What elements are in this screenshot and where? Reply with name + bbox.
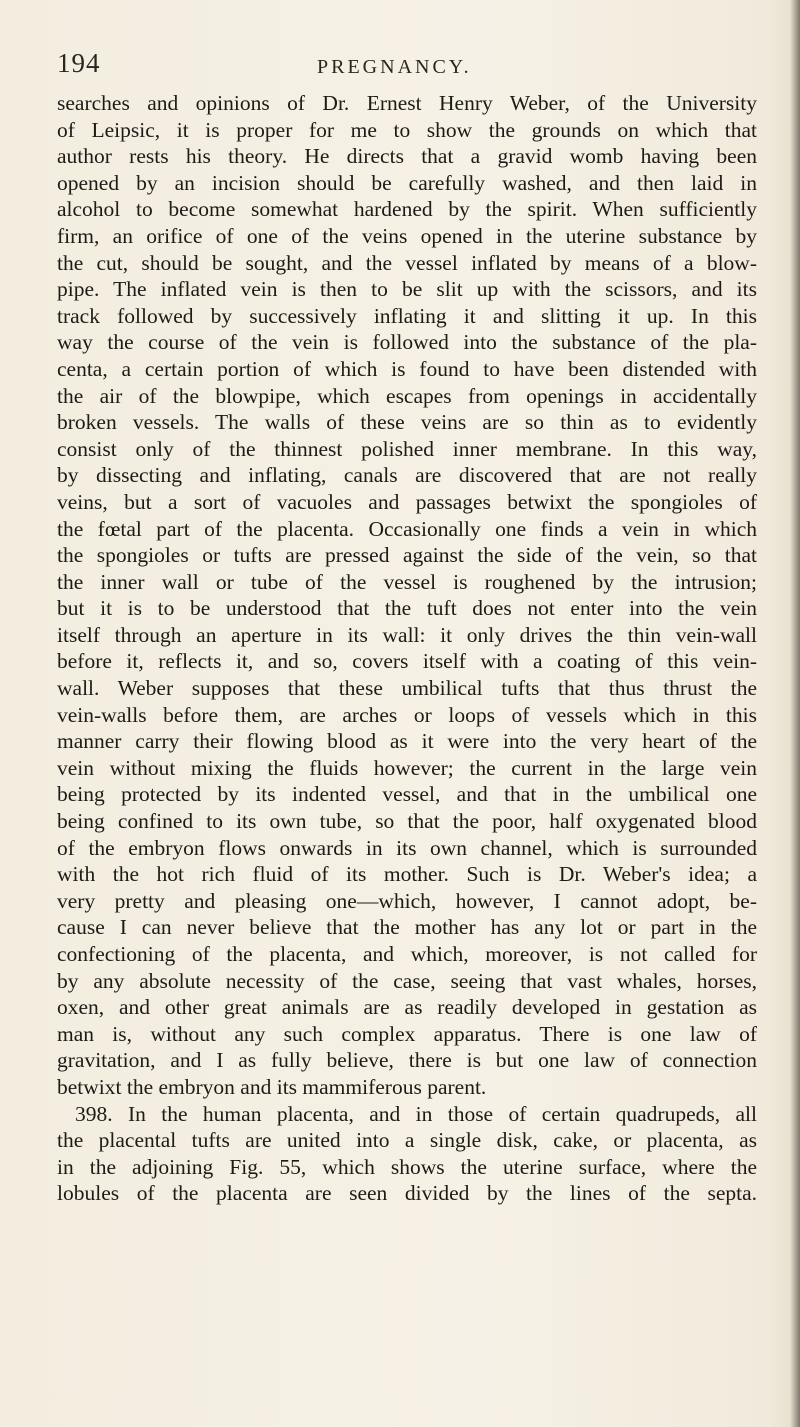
paragraph-end-line: betwixt the embryon and its mammiferous parent.: [57, 1074, 487, 1099]
text-line: the air of the blowpipe, which escapes from openings in accidentally: [57, 383, 757, 408]
text-line: opened by an incision should be carefully washed, and then laid in: [57, 170, 757, 195]
text-line: wall. Weber supposes that these umbilical tufts that thus thrust the: [57, 676, 757, 701]
body-text: [57, 90, 757, 1207]
text-line: broken vessels. The walls of these veins are so thin as to evidently: [57, 410, 757, 435]
text-line: alcohol to become somewhat hardened by the spirit. When sufficiently: [57, 197, 757, 222]
page-header: [57, 48, 757, 84]
text-line: confectioning of the placenta, and which, moreover, is not called for: [57, 942, 757, 966]
text-line: veins, but a sort of vacuoles and passages betwixt the spongioles of: [57, 489, 757, 514]
text-line: vein without mixing the fluids however; the current in the large vein: [57, 755, 757, 780]
text-line: man is, without any such complex apparatus. There is one law of: [57, 1021, 757, 1046]
text-line: oxen, and other great animals are as readily developed in gestation as: [57, 995, 757, 1020]
page-edge-shadow: [790, 0, 800, 1427]
text-line: the cut, should be sought, and the vessel inflated by means of a blow-: [57, 250, 757, 275]
text-line: pipe. The inflated vein is then to be slit up with the scissors, and its: [57, 277, 757, 302]
text-line: searches and opinions of Dr. Ernest Henry Weber, of the University: [57, 91, 757, 115]
text-line: of Leipsic, it is proper for me to show the grounds on which that: [57, 117, 757, 142]
text-line: being protected by its indented vessel, and that in the umbilical one: [57, 782, 757, 807]
text-line: centa, a certain portion of which is found to have been distended with: [57, 356, 757, 381]
text-line: author rests his theory. He directs that a gravid womb having been: [57, 144, 757, 169]
text-line: in the adjoining Fig. 55, which shows the uterine surface, where the: [57, 1154, 757, 1179]
text-line: track followed by successively inflating it and slitting it up. In this: [57, 303, 757, 328]
text-line: being confined to its own tube, so that the poor, half oxygenated blood: [57, 809, 757, 834]
text-line: itself through an aperture in its wall: it only drives the thin vein-wall: [57, 622, 757, 647]
text-line: firm, an orifice of one of the veins opened in the uterine substance by: [57, 223, 757, 248]
text-line: cause I can never believe that the mother has any lot or part in the: [57, 915, 757, 940]
text-line: gravitation, and I as fully believe, there is but one law of connection: [57, 1048, 757, 1073]
text-line: with the hot rich fluid of its mother. Such is Dr. Weber's idea; a: [57, 862, 757, 887]
text-line: the spongioles or tufts are pressed against the side of the vein, so that: [57, 543, 757, 568]
text-line: by dissecting and inflating, canals are discovered that are not really: [57, 463, 757, 488]
text-line: of the embryon flows onwards in its own channel, which is surrounded: [57, 835, 757, 860]
text-line: lobules of the placenta are seen divided by the lines of the septa.: [57, 1181, 757, 1206]
text-line: but it is to be understood that the tuft does not enter into the vein: [57, 596, 757, 621]
text-line: vein-walls before them, are arches or loops of vessels which in this: [57, 702, 757, 727]
text-line: before it, reflects it, and so, covers itself with a coating of this vein-: [57, 649, 757, 674]
text-line: the placental tufts are united into a single disk, cake, or placenta, as: [57, 1128, 757, 1153]
text-line: the inner wall or tube of the vessel is roughened by the intrusion;: [57, 569, 757, 594]
numbered-paragraph-start: 398. In the human placenta, and in those of certain quadrupeds, all: [75, 1101, 757, 1126]
text-line: very pretty and pleasing one—which, however, I cannot adopt, be-: [57, 888, 757, 913]
text-line: manner carry their flowing blood as it were into the very heart of the: [57, 729, 757, 754]
text-line: consist only of the thinnest polished inner membrane. In this way,: [57, 436, 757, 461]
text-line: by any absolute necessity of the case, seeing that vast whales, horses,: [57, 968, 757, 993]
running-title: PREGNANCY.: [317, 56, 472, 78]
text-line: the fœtal part of the placenta. Occasionally one finds a vein in which: [57, 516, 757, 541]
page-number: 194: [57, 48, 101, 78]
text-line: way the course of the vein is followed into the substance of the pla-: [57, 330, 757, 355]
